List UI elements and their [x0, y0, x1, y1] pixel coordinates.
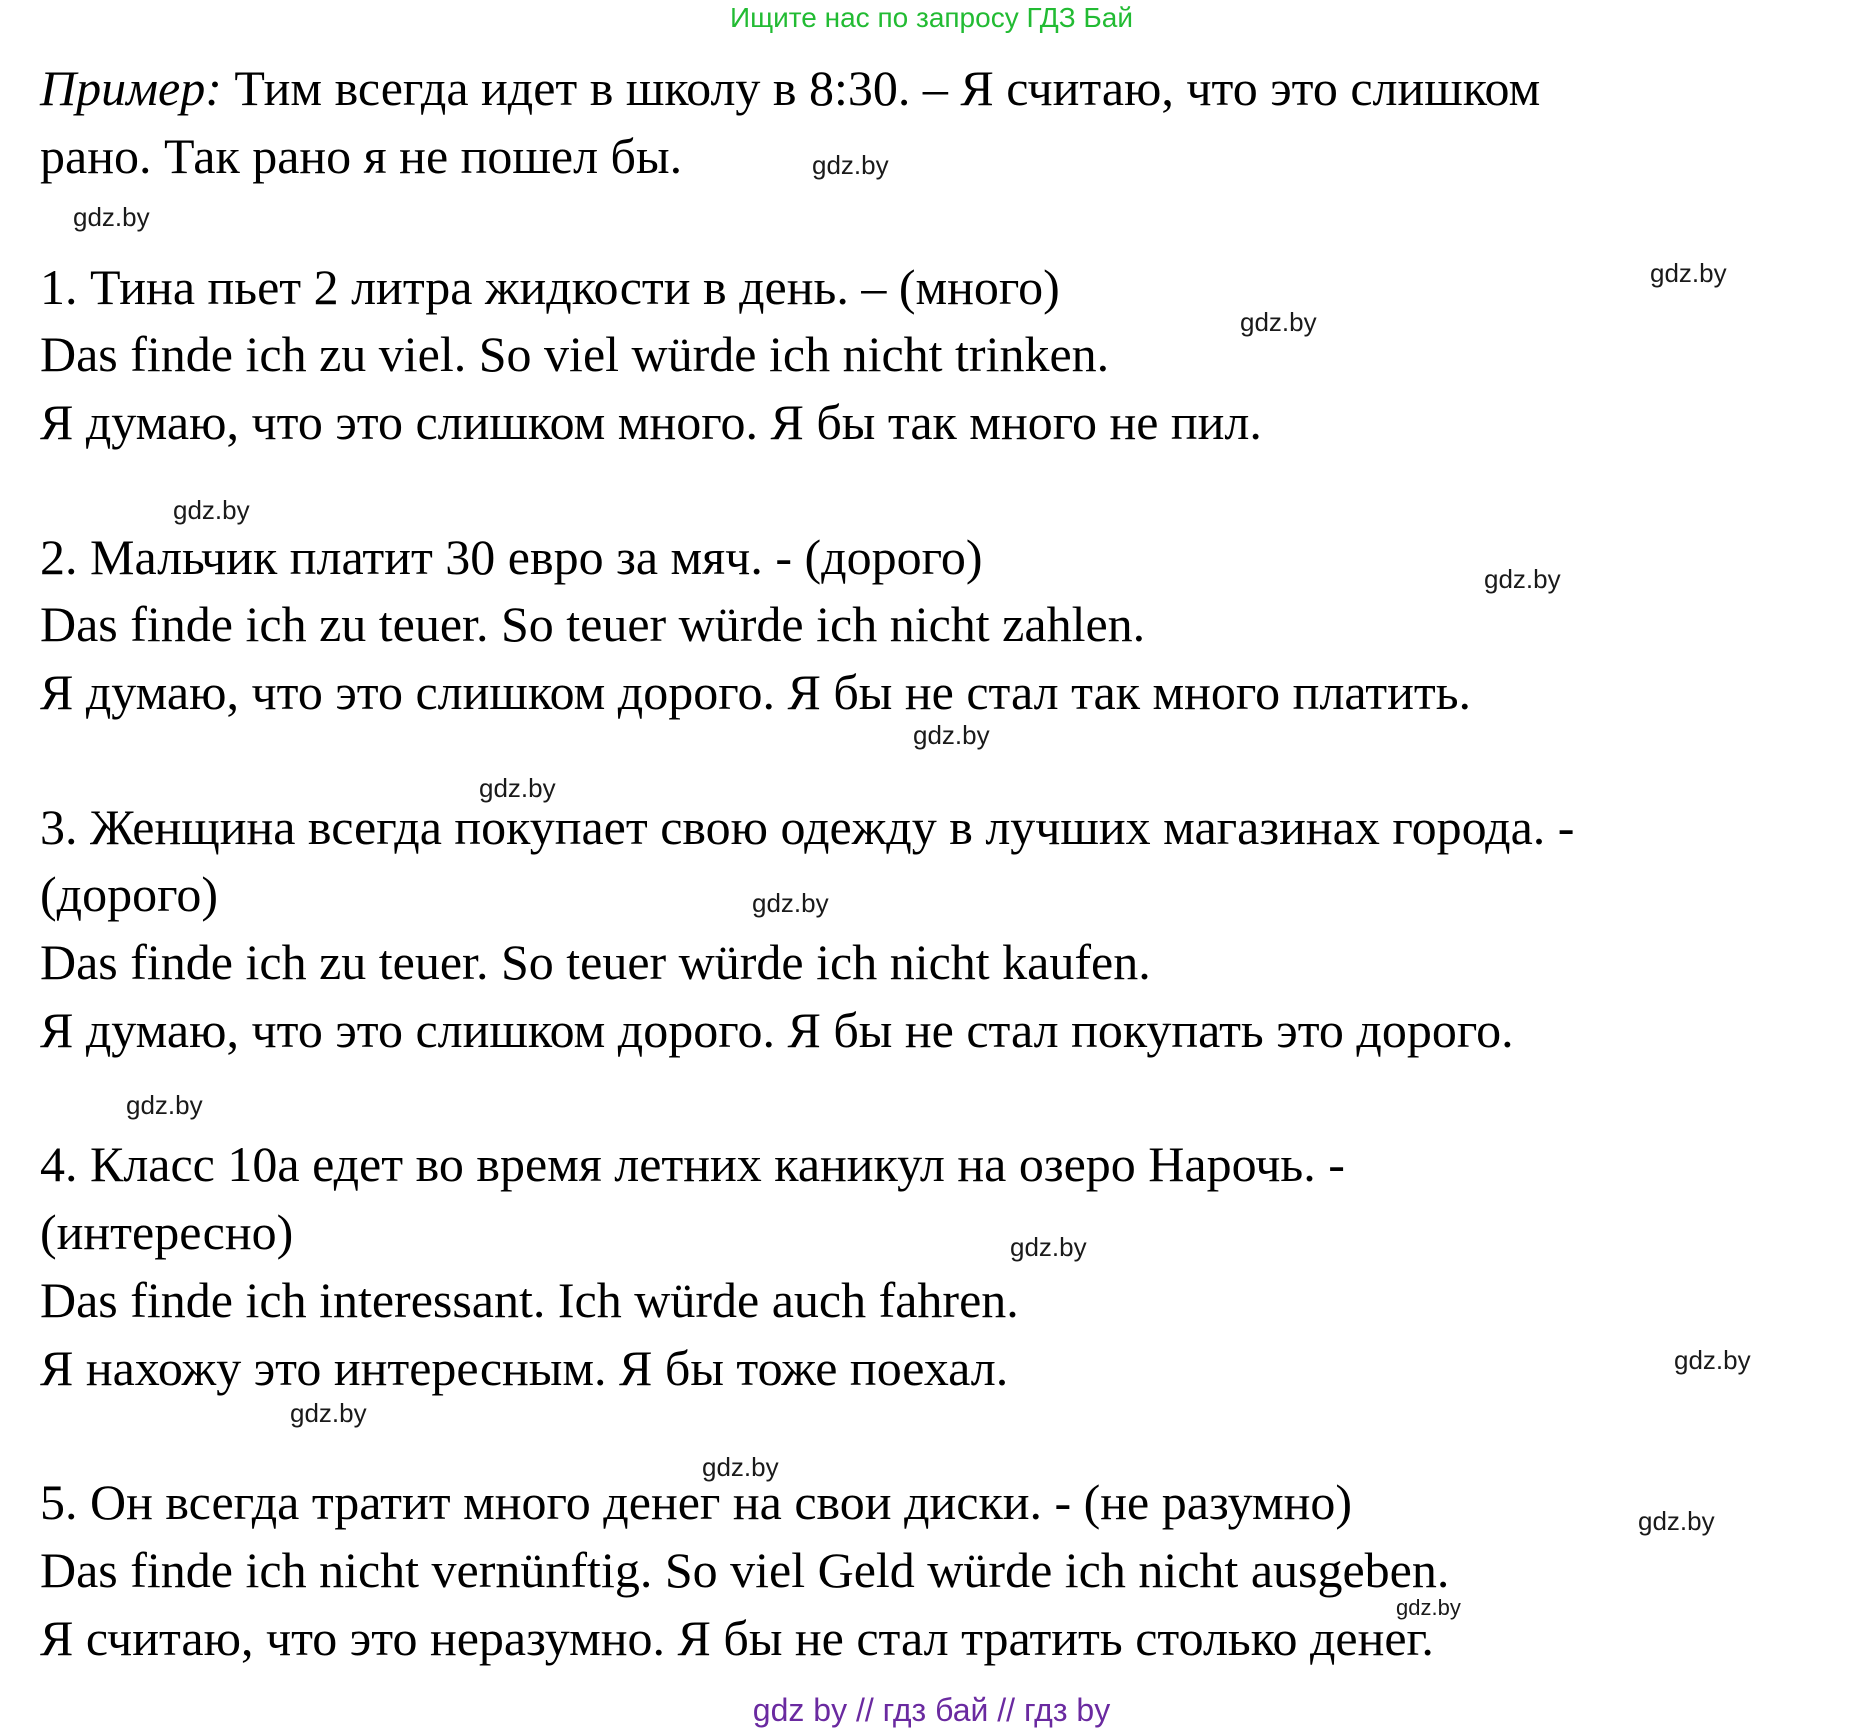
watermark: gdz.by: [1638, 1506, 1715, 1536]
watermark: gdz.by: [702, 1452, 779, 1482]
watermark: gdz.by: [479, 773, 556, 803]
item-2-german: Das finde ich zu teuer. So teuer würde ich nicht zahlen.: [40, 596, 1146, 652]
item-5-prompt: 5. Он всегда тратит много денег на свои диски. - (не разумно): [40, 1474, 1353, 1530]
watermark: gdz.by: [290, 1398, 367, 1428]
example-line-1: [40, 58, 1540, 118]
item-3-german: Das finde ich zu teuer. So teuer würde ich nicht kaufen.: [40, 934, 1151, 990]
watermark: gdz.by: [1396, 1595, 1461, 1620]
example-text-1: Тим всегда идет в школу в 8:30. – Я считаю, что это слишком: [221, 60, 1541, 116]
example-line-2: рано. Так рано я не пошел бы.: [40, 128, 683, 184]
item-5-russian: Я считаю, что это неразумно. Я бы не стал тратить столько денег.: [40, 1610, 1434, 1666]
watermark: gdz.by: [752, 888, 829, 918]
footer-banner: gdz by // гдз бай // гдз by: [752, 1692, 1111, 1728]
watermark: gdz.by: [1484, 564, 1561, 594]
item-2-russian: Я думаю, что это слишком дорого. Я бы не стал так много платить.: [40, 664, 1472, 720]
watermark: gdz.by: [1240, 307, 1317, 337]
item-3-prompt-cont: (дорого): [40, 866, 219, 922]
watermark: gdz.by: [913, 720, 990, 750]
watermark: gdz.by: [1650, 258, 1727, 288]
header-banner: Ищите нас по запросу ГДЗ Бай: [729, 2, 1134, 33]
item-4-russian: Я нахожу это интересным. Я бы тоже поехал.: [40, 1340, 1009, 1396]
watermark: gdz.by: [126, 1090, 203, 1120]
item-4-german: Das finde ich interessant. Ich würde auch fahren.: [40, 1272, 1019, 1328]
watermark: gdz.by: [73, 202, 150, 232]
example-label: Пример:: [40, 60, 222, 116]
watermark: gdz.by: [173, 495, 250, 525]
watermark: gdz.by: [812, 150, 889, 180]
item-1-german: Das finde ich zu viel. So viel würde ich nicht trinken.: [40, 326, 1110, 382]
item-4-prompt: 4. Класс 10а едет во время летних каникул на озеро Нарочь. -: [40, 1136, 1345, 1192]
watermark: gdz.by: [1010, 1232, 1087, 1262]
item-2-prompt: 2. Мальчик платит 30 евро за мяч. - (дорого): [40, 529, 983, 585]
item-1-prompt: 1. Тина пьет 2 литра жидкости в день. – (много): [40, 259, 1060, 315]
item-3-prompt: 3. Женщина всегда покупает свою одежду в лучших магазинах города. -: [40, 799, 1575, 855]
item-5-german: Das finde ich nicht vernünftig. So viel Geld würde ich nicht ausgeben.: [40, 1542, 1450, 1598]
item-3-russian: Я думаю, что это слишком дорого. Я бы не стал покупать это дорого.: [40, 1002, 1514, 1058]
watermark: gdz.by: [1674, 1345, 1751, 1375]
item-4-prompt-cont: (интересно): [40, 1204, 294, 1260]
item-1-russian: Я думаю, что это слишком много. Я бы так много не пил.: [40, 394, 1262, 450]
